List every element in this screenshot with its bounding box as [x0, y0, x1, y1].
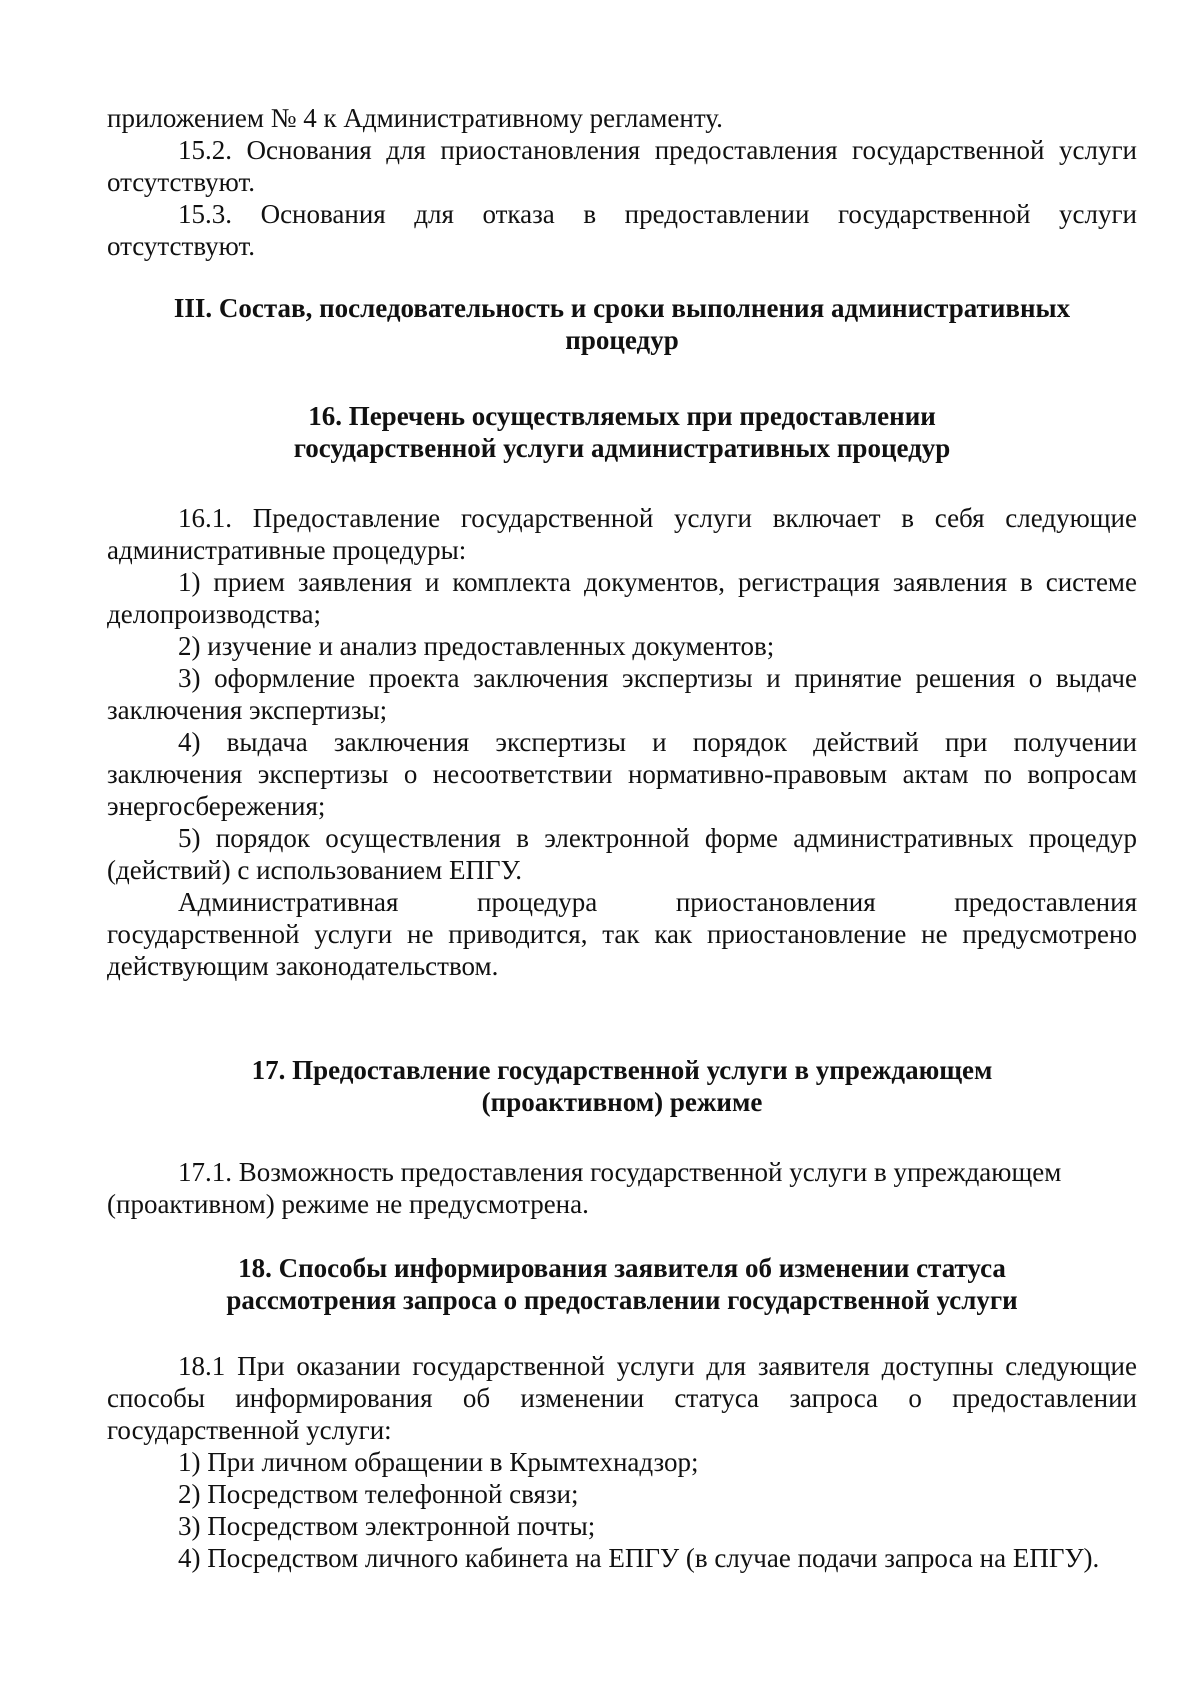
list-item-4-line-2: заключения экспертизы о несоответствии нормативно-правовым актам по вопросам	[107, 759, 1137, 789]
heading-16-line-1: 16. Перечень осуществляемых при предоставлении	[308, 401, 936, 431]
paragraph-17-1-line-1: 17.1. Возможность предоставления государственной услуги в упреждающем	[178, 1157, 1062, 1187]
list-item-3-line-2: заключения экспертизы;	[107, 695, 388, 725]
heading-17-line-2: (проактивном) режиме	[481, 1087, 763, 1117]
admin-paragraph-line-1: Административная процедура приостановления предоставления	[178, 887, 1137, 917]
method-item-2: 2) Посредством телефонной связи;	[178, 1479, 579, 1509]
section-3-heading-line-1: III. Состав, последовательность и сроки выполнения административных	[173, 293, 1071, 323]
paragraph-15-1-tail: приложением № 4 к Административному регламенту.	[107, 103, 723, 133]
paragraph-16-1-line-2: административные процедуры:	[107, 535, 467, 565]
list-item-3-line-1: 3) оформление проекта заключения экспертизы и принятие решения о выдаче	[178, 663, 1137, 693]
heading-17-line-1: 17. Предоставление государственной услуги в упреждающем	[251, 1055, 993, 1085]
list-item-4-line-3: энергосбережения;	[107, 791, 326, 821]
paragraph-18-1-line-2: способы информирования об изменении статуса запроса о предоставлении	[107, 1383, 1137, 1413]
heading-18-line-1: 18. Способы информирования заявителя об изменении статуса	[238, 1253, 1006, 1283]
list-item-1-line-2: делопроизводства;	[107, 599, 321, 629]
admin-paragraph-line-3: действующим законодательством.	[107, 951, 499, 981]
heading-16-line-2: государственной услуги административных процедур	[293, 433, 951, 463]
paragraph-15-2-line-2: отсутствуют.	[107, 167, 255, 197]
list-item-5-line-2: (действий) с использованием ЕПГУ.	[107, 855, 523, 885]
list-item-4-line-1: 4) выдача заключения экспертизы и порядок действий при получении	[178, 727, 1137, 757]
paragraph-16-1-line-1: 16.1. Предоставление государственной услуги включает в себя следующие	[178, 503, 1137, 533]
method-item-4: 4) Посредством личного кабинета на ЕПГУ (в случае подачи запроса на ЕПГУ).	[178, 1543, 1100, 1573]
list-item-5-line-1: 5) порядок осуществления в электронной форме административных процедур	[178, 823, 1137, 853]
admin-paragraph-line-2: государственной услуги не приводится, так как приостановление не предусмотрено	[107, 919, 1137, 949]
paragraph-17-1-line-2: (проактивном) режиме не предусмотрена.	[107, 1189, 589, 1219]
list-item-1-line-1: 1) прием заявления и комплекта документов, регистрация заявления в системе	[178, 567, 1137, 597]
paragraph-15-3-line-2: отсутствуют.	[107, 231, 255, 261]
list-item-2: 2) изучение и анализ предоставленных документов;	[178, 631, 775, 661]
method-item-1: 1) При личном обращении в Крымтехнадзор;	[178, 1447, 699, 1477]
method-item-3: 3) Посредством электронной почты;	[178, 1511, 596, 1541]
paragraph-18-1-line-1: 18.1 При оказании государственной услуги для заявителя доступны следующие	[178, 1351, 1137, 1381]
paragraph-18-1-line-3: государственной услуги:	[107, 1415, 392, 1445]
paragraph-15-3-line-1: 15.3. Основания для отказа в предоставлении государственной услуги	[178, 199, 1137, 229]
paragraph-15-2-line-1: 15.2. Основания для приостановления предоставления государственной услуги	[178, 135, 1137, 165]
section-3-heading-line-2: процедур	[565, 325, 679, 355]
heading-18-line-2: рассмотрения запроса о предоставлении государственной услуги	[226, 1285, 1018, 1315]
